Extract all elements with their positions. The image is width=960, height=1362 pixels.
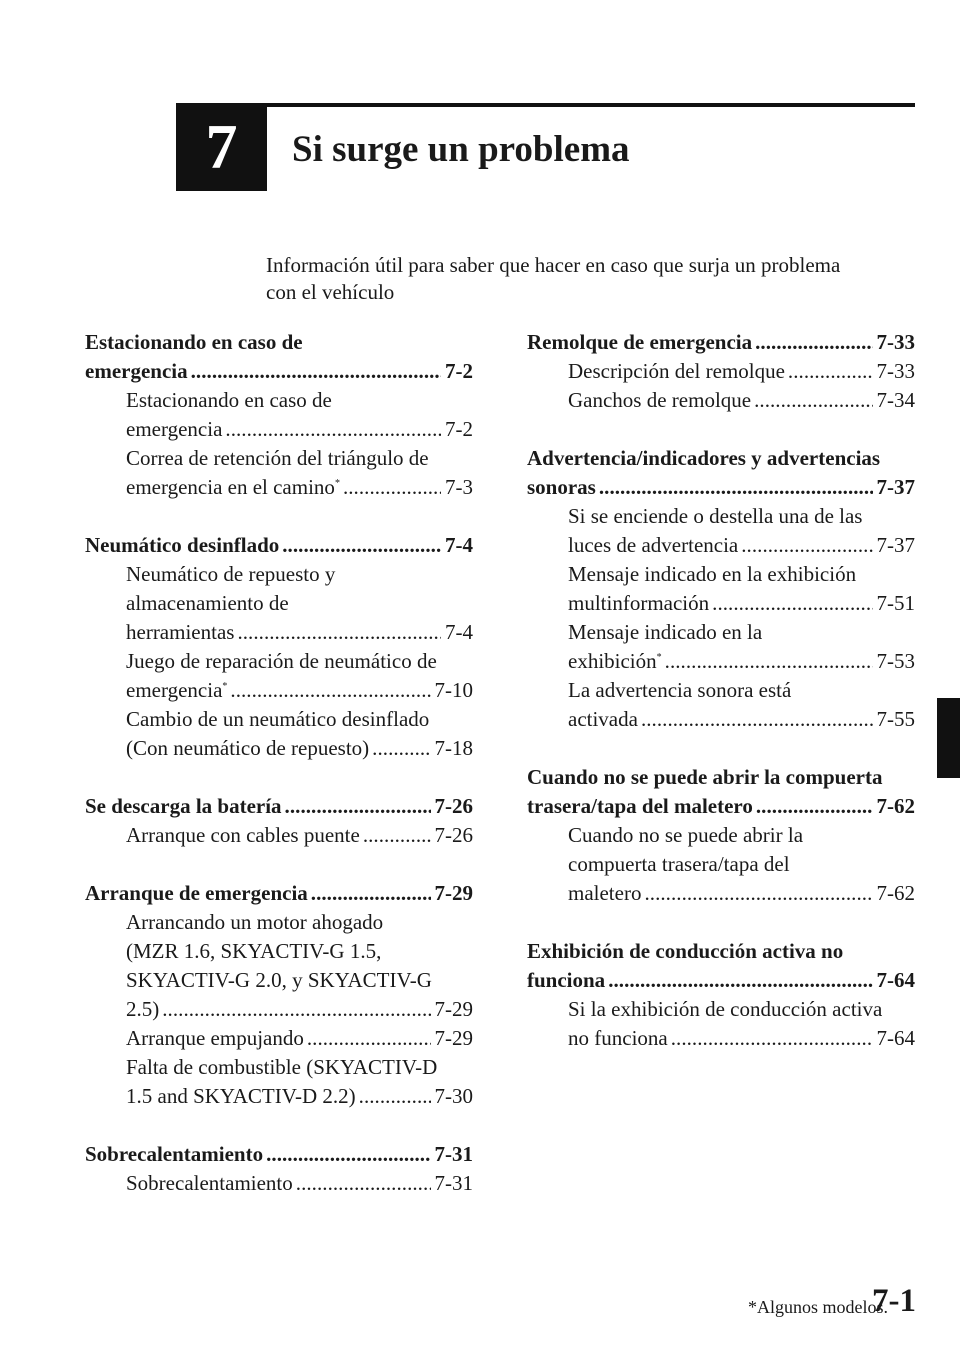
entry-text-value: emergencia — [126, 417, 223, 441]
dot-leader — [755, 328, 872, 357]
entry-line — [85, 821, 473, 850]
page-ref: 7-26 — [434, 823, 473, 847]
dot-leader — [641, 705, 873, 734]
page-ref: 7-37 — [876, 533, 915, 557]
page-ref: 7-29 — [434, 881, 473, 905]
entry-line — [85, 473, 473, 502]
heading-line — [85, 328, 473, 357]
heading-text: Remolque de emergencia — [527, 330, 753, 354]
page-ref: 7-18 — [434, 736, 473, 760]
toc-section-heading[interactable] — [85, 792, 473, 821]
entry-text-value: activada — [568, 707, 638, 731]
entry-text-value: Cuando no se puede abrir la — [568, 823, 804, 847]
chapter-thumb-tab — [937, 698, 960, 778]
page-ref: 7-4 — [445, 533, 473, 557]
page-ref: 7-51 — [876, 591, 915, 615]
footnote-star: * — [222, 681, 228, 692]
entry-text — [126, 1169, 293, 1198]
entry-text — [568, 562, 856, 586]
toc-entry[interactable] — [85, 560, 473, 647]
toc-entry[interactable] — [85, 1053, 473, 1111]
entry-line — [527, 589, 915, 618]
page-ref: 7-33 — [876, 359, 915, 383]
dot-leader — [788, 357, 873, 386]
entry-text-value: Arrancando un motor ahogado — [126, 910, 384, 934]
heading-line — [527, 937, 915, 966]
entry-line — [85, 560, 473, 589]
entry-text — [126, 388, 332, 412]
page-ref: 7-62 — [876, 794, 915, 818]
page-ref: 7-37 — [876, 475, 915, 499]
toc-section — [85, 531, 473, 763]
page-ref: 7-64 — [876, 1026, 915, 1050]
toc-section-heading[interactable] — [85, 879, 473, 908]
entry-text-value: Arranque empujando — [126, 1026, 304, 1050]
heading-line — [85, 792, 473, 821]
entry-text-value: Neumático de repuesto y — [126, 562, 336, 586]
entry-text — [126, 676, 227, 705]
heading-line — [527, 966, 915, 995]
entry-text-value: exhibición — [568, 649, 657, 673]
heading-text: sonoras — [527, 475, 596, 499]
entry-text-value: Mensaje indicado en la — [568, 620, 763, 644]
entry-text — [568, 879, 641, 908]
entry-text — [126, 968, 432, 992]
dot-leader — [307, 1024, 431, 1053]
footnote: *Algunos modelos. — [748, 1297, 889, 1317]
chapter-rule — [176, 103, 915, 107]
footnote-star: * — [334, 478, 340, 489]
entry-line — [527, 1024, 915, 1053]
toc-section — [527, 937, 915, 1053]
entry-line — [527, 502, 915, 531]
entry-text — [126, 591, 289, 615]
entry-line — [527, 705, 915, 734]
toc-entry[interactable] — [527, 995, 915, 1053]
entry-line — [527, 618, 915, 647]
toc-section — [85, 328, 473, 502]
entry-text-value: Juego de reparación de neumático de — [126, 649, 437, 673]
toc-section — [85, 1140, 473, 1198]
heading-line — [527, 763, 915, 792]
entry-text — [568, 357, 785, 386]
page-ref: 7-3 — [445, 475, 473, 499]
entry-line — [527, 647, 915, 676]
dot-leader — [741, 531, 872, 560]
toc-section-heading[interactable] — [85, 531, 473, 560]
toc-entry[interactable] — [527, 676, 915, 734]
entry-line — [85, 937, 473, 966]
toc-entry[interactable] — [527, 560, 915, 618]
toc-entry[interactable] — [527, 357, 915, 386]
dot-leader — [237, 618, 441, 647]
entry-line — [85, 734, 473, 763]
entry-text-value: La advertencia sonora está — [568, 678, 792, 702]
toc-entry[interactable] — [85, 705, 473, 763]
heading-text: Exhibición de conducción activa no — [527, 939, 844, 963]
entry-line — [85, 386, 473, 415]
page-ref: 7-2 — [445, 359, 473, 383]
heading-line — [527, 328, 915, 357]
entry-text — [126, 734, 369, 763]
page-ref: 7-29 — [434, 1026, 473, 1050]
intro-line: Información útil para saber que hacer en caso que surja un problema — [266, 253, 841, 277]
toc-entry[interactable] — [527, 386, 915, 415]
page-ref: 7-55 — [876, 707, 915, 731]
entry-line — [85, 995, 473, 1024]
intro-line: con el vehículo — [266, 280, 395, 304]
dot-leader — [608, 966, 872, 995]
entry-text — [126, 821, 360, 850]
entry-text-value: Falta de combustible (SKYACTIV-D — [126, 1055, 438, 1079]
heading-text: Cuando no se puede abrir la compuerta — [527, 765, 883, 789]
entry-text-value: compuerta trasera/tapa del — [568, 852, 790, 876]
heading-line — [527, 473, 915, 502]
toc-entry[interactable] — [527, 502, 915, 560]
entry-text — [126, 939, 381, 963]
entry-text — [568, 678, 791, 702]
entry-text — [126, 649, 437, 673]
dot-leader — [363, 821, 431, 850]
entry-text-value: no funciona — [568, 1026, 668, 1050]
entry-text-value: (MZR 1.6, SKYACTIV-G 1.5, — [126, 939, 382, 963]
toc-section — [527, 444, 915, 734]
heading-text: Sobrecalentamiento — [85, 1142, 264, 1166]
dot-leader — [162, 995, 430, 1024]
entry-text-value: Ganchos de remolque — [568, 388, 752, 412]
entry-text — [126, 562, 335, 586]
toc-entry[interactable] — [85, 647, 473, 705]
entry-text-value: Sobrecalentamiento — [126, 1171, 293, 1195]
heading-line — [85, 1140, 473, 1169]
entry-text — [126, 1082, 356, 1111]
heading-line — [85, 531, 473, 560]
entry-text — [126, 707, 429, 731]
toc-entry[interactable] — [85, 1169, 473, 1198]
entry-text-value: Mensaje indicado en la exhibición — [568, 562, 857, 586]
dot-leader — [311, 879, 431, 908]
entry-text-value: Cambio de un neumático desinflado — [126, 707, 430, 731]
entry-line — [85, 1169, 473, 1198]
entry-line — [85, 589, 473, 618]
entry-text — [568, 705, 638, 734]
toc-section-heading[interactable] — [527, 763, 915, 821]
toc-section — [85, 879, 473, 1111]
entry-text — [568, 620, 762, 644]
footnote-star: * — [656, 652, 662, 663]
dot-leader — [644, 879, 872, 908]
entry-text — [126, 1055, 437, 1079]
entry-text-value: 1.5 and SKYACTIV-D 2.2) — [126, 1084, 356, 1108]
toc-section — [85, 792, 473, 850]
entry-text — [126, 618, 234, 647]
dot-leader — [754, 386, 872, 415]
page-ref: 7-31 — [434, 1171, 473, 1195]
chapter-title: Si surge un problema — [292, 129, 630, 170]
entry-line — [85, 1082, 473, 1111]
heading-line — [527, 444, 915, 473]
toc-entry[interactable] — [527, 618, 915, 676]
entry-line — [527, 357, 915, 386]
toc-section-heading[interactable] — [527, 937, 915, 995]
dot-leader — [359, 1082, 431, 1111]
entry-text — [568, 589, 709, 618]
entry-text-value: Si se enciende o destella una de las — [568, 504, 863, 528]
page-ref: 7-2 — [445, 417, 473, 441]
entry-text — [126, 415, 222, 444]
dot-leader — [372, 734, 430, 763]
entry-text — [126, 473, 340, 502]
toc-section-heading[interactable] — [85, 328, 473, 386]
entry-text-value: luces de advertencia — [568, 533, 739, 557]
page-ref: 7-10 — [434, 678, 473, 702]
dot-leader — [282, 531, 441, 560]
heading-line — [85, 879, 473, 908]
dot-leader — [266, 1140, 430, 1169]
heading-text: Se descarga la batería — [85, 794, 282, 818]
heading-text: emergencia — [85, 359, 188, 383]
entry-text — [568, 531, 738, 560]
toc-section-heading[interactable] — [527, 444, 915, 502]
entry-line — [85, 966, 473, 995]
toc-entry[interactable] — [85, 1024, 473, 1053]
entry-text — [568, 852, 790, 876]
page-number: 7-1 — [872, 1283, 916, 1319]
page-ref: 7-34 — [876, 388, 915, 412]
entry-line — [85, 908, 473, 937]
entry-text-value: emergencia en el camino — [126, 475, 335, 499]
entry-text-value: Estacionando en caso de — [126, 388, 332, 412]
toc-entry[interactable] — [85, 386, 473, 444]
dot-leader — [599, 473, 873, 502]
entry-line — [527, 676, 915, 705]
dot-leader — [230, 676, 430, 705]
entry-text-value: herramientas — [126, 620, 235, 644]
page-ref: 7-30 — [434, 1084, 473, 1108]
dot-leader — [343, 473, 441, 502]
page-ref: 7-31 — [434, 1142, 473, 1166]
dot-leader — [191, 357, 441, 386]
toc-entry[interactable] — [527, 821, 915, 908]
entry-text-value: (Con neumático de repuesto) — [126, 736, 370, 760]
entry-text-value: almacenamiento de — [126, 591, 289, 615]
toc-entry[interactable] — [85, 821, 473, 850]
entry-line — [85, 676, 473, 705]
dot-leader — [756, 792, 873, 821]
page-ref: 7-4 — [445, 620, 473, 644]
entry-text-value: Descripción del remolque — [568, 359, 785, 383]
entry-line — [85, 705, 473, 734]
entry-line — [527, 879, 915, 908]
dot-leader — [285, 792, 431, 821]
entry-line — [527, 560, 915, 589]
entry-line — [85, 618, 473, 647]
entry-line — [85, 415, 473, 444]
entry-text-value: Correa de retención del triángulo de — [126, 446, 429, 470]
toc-left-column — [85, 328, 473, 1227]
entry-text-value: multinformación — [568, 591, 710, 615]
heading-text: funciona — [527, 968, 606, 992]
entry-line — [85, 1024, 473, 1053]
entry-line — [85, 647, 473, 676]
entry-text-value: Arranque con cables puente — [126, 823, 360, 847]
chapter-intro — [266, 252, 906, 306]
entry-text — [568, 997, 882, 1021]
toc-section-heading[interactable] — [527, 328, 915, 357]
entry-text — [568, 1024, 668, 1053]
entry-line — [527, 850, 915, 879]
toc-section — [527, 763, 915, 908]
entry-line — [527, 995, 915, 1024]
page-ref: 7-53 — [876, 649, 915, 673]
page-ref: 7-33 — [876, 330, 915, 354]
heading-line — [85, 357, 473, 386]
toc-entry[interactable] — [85, 444, 473, 502]
entry-text-value: emergencia — [126, 678, 223, 702]
heading-text: Advertencia/indicadores y advertencias — [527, 446, 881, 470]
entry-text — [568, 823, 803, 847]
heading-text: Arranque de emergencia — [85, 881, 308, 905]
entry-text — [126, 1024, 304, 1053]
heading-text: Neumático desinflado — [85, 533, 280, 557]
entry-text-value: SKYACTIV-G 2.0, y SKYACTIV-G — [126, 968, 432, 992]
entry-text — [568, 647, 662, 676]
entry-text — [568, 504, 862, 528]
dot-leader — [712, 589, 872, 618]
dot-leader — [225, 415, 441, 444]
entry-text-value: 2.5) — [126, 997, 160, 1021]
entry-text-value: Si la exhibición de conducción activa — [568, 997, 883, 1021]
toc-section — [527, 328, 915, 415]
dot-leader — [296, 1169, 431, 1198]
heading-line — [527, 792, 915, 821]
toc-entry[interactable] — [85, 908, 473, 1024]
page-ref: 7-26 — [434, 794, 473, 818]
entry-line — [527, 386, 915, 415]
entry-line — [527, 531, 915, 560]
heading-text: Estacionando en caso de — [85, 330, 303, 354]
page-ref: 7-62 — [876, 881, 915, 905]
dot-leader — [665, 647, 873, 676]
entry-line — [527, 821, 915, 850]
toc-section-heading[interactable] — [85, 1140, 473, 1169]
entry-text — [568, 386, 751, 415]
entry-text — [126, 446, 429, 470]
entry-text-value: maletero — [568, 881, 642, 905]
entry-line — [85, 444, 473, 473]
entry-line — [85, 1053, 473, 1082]
heading-text: trasera/tapa del maletero — [527, 794, 753, 818]
page-ref: 7-29 — [434, 997, 473, 1021]
toc-right-column — [527, 328, 915, 1082]
page-ref: 7-64 — [876, 968, 915, 992]
entry-text — [126, 910, 383, 934]
dot-leader — [671, 1024, 873, 1053]
chapter-number-badge: 7 — [176, 103, 267, 191]
entry-text — [126, 995, 159, 1024]
